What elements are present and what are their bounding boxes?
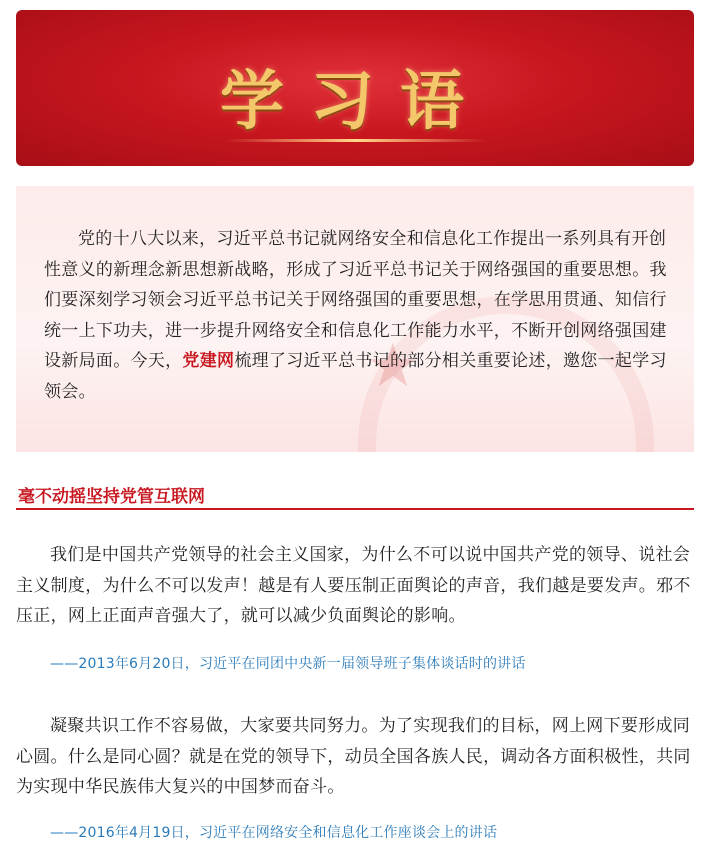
intro-text-after: 梳理了习近平总书记的部分相关重要论述，邀您一起学习领会。 [44, 351, 667, 402]
intro-paragraph [44, 224, 672, 407]
header-banner [16, 10, 694, 166]
section-header [16, 480, 694, 510]
quote-source: ——2016年4月19日，习近平在网络安全和信息化工作座谈会上的讲话 [50, 825, 498, 841]
intro-highlight: 党建网 [182, 351, 235, 371]
banner-title: 学习语 [220, 64, 490, 139]
quote-paragraph: 凝聚共识工作不容易做，大家要共同努力。为了实现我们的目标，网上网下要形成同心圆。什么是同心圆？就是在党的领导下，动员全国各族人民，调动各方面积极性，共同为实现中华民族伟大复兴的中国梦而奋斗。 [16, 716, 691, 797]
star-icon: ★ [366, 331, 420, 401]
quote-source: ——2013年6月20日，习近平在同团中央新一届领导班子集体谈话时的讲话 [50, 656, 526, 672]
intro-text-before: 党的十八大以来，习近平总书记就网络安全和信息化工作提出一系列具有开创性意义的新理念新思想新战略，形成了习近平总书记关于网络强国的重要思想。我们要深刻学习领会习近平总书记关于网络强国的重要思想，在学思用贯通、知信行统一上下功夫，进一步提升网络安全和信息化工作能力水平，不断开创网络强国建设新局面。今天， [44, 229, 667, 371]
section-title: 毫不动摇坚持党管互联网 [18, 487, 205, 507]
banner-glow-line [226, 139, 486, 142]
intro-box [16, 186, 694, 452]
quote-paragraph: 我们是中国共产党领导的社会主义国家，为什么不可以说中国共产党的领导、说社会主义制度，为什么不可以发声！越是有人要压制正面舆论的声音，我们越是要发声。邪不压正，网上正面声音强大了，就可以减少负面舆论的影响。 [16, 545, 691, 626]
